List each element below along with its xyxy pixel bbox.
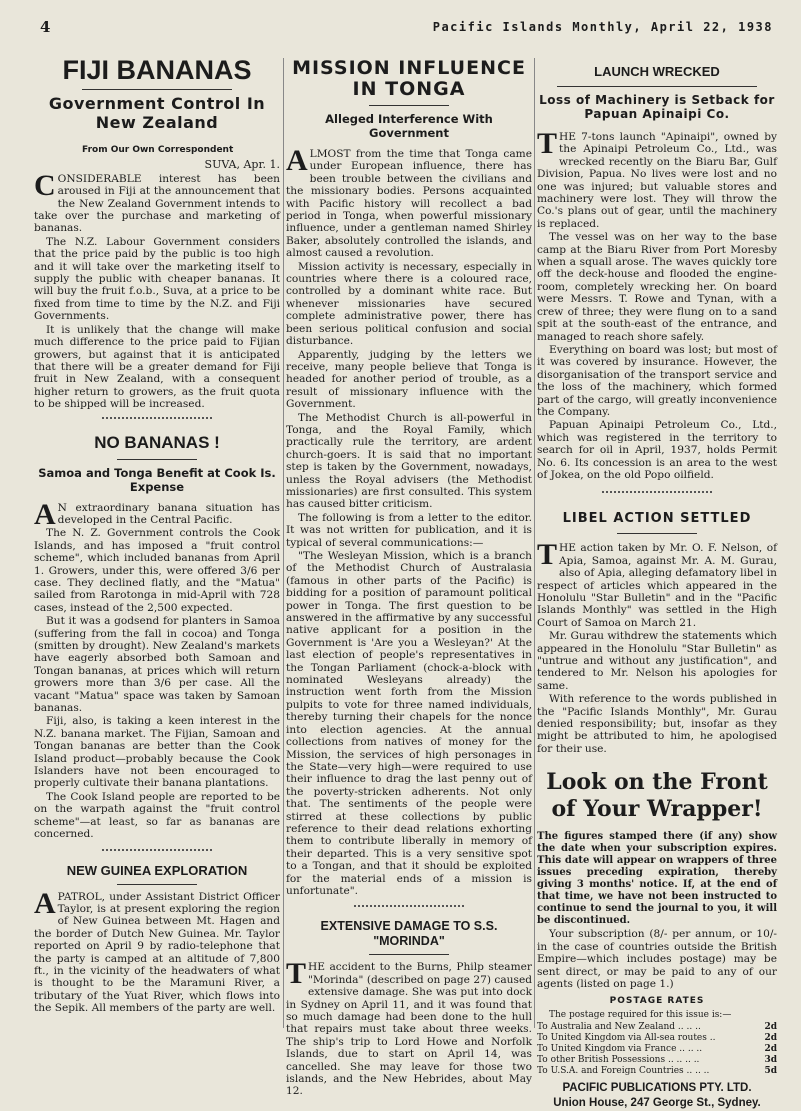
article-title: LAUNCH WRECKED bbox=[594, 64, 720, 79]
paragraph: Mr. Gurau withdrew the statements which appeared in the Honolulu "Star Bulletin" as "untrue and without any justification", and tendered to Mr. Nelson his apologies for same. bbox=[537, 630, 777, 692]
paragraph: HE 7-tons launch "Apinaipi", owned by the Apinaipi Petroleum Co., Ltd., was wrecked recently on the Biaru Bar, Gulf Division, Papua. No lives were lost and no one was injured; but valuable stores and machinery were lost. They will throw the Co.'s plans out of gear, until the machinery is replaced. bbox=[537, 131, 777, 230]
page-header bbox=[0, 18, 801, 40]
title-rule bbox=[557, 86, 757, 87]
notice-text: The figures stamped there (if any) show the date when your subscription expires. This date will appear on wrappers of three issues preceding expiration, thereby giving 3 months' notice. If, at the end of that time, we have not been instructed to continue to send the journal to you, it will be discontinued. bbox=[537, 831, 777, 927]
rate-label: To United Kingdom via All-sea routes .. bbox=[537, 1032, 716, 1043]
rates-table bbox=[537, 1022, 777, 1077]
subscription-text: Your subscription (8/- per annum, or 10/- in the case of countries outside the British Empire—which includes postage) may be sent direct, or may be paid to any of our agents (listed on page 1.) bbox=[537, 928, 777, 990]
article-title: FIJI BANANAS bbox=[62, 55, 252, 85]
paragraph: Everything on board was lost; but most of it was covered by insurance. However, the disorganisation of the transport service and the loss of the machinery, which formed part of the cargo, will greatly inconvenience the Company. bbox=[537, 343, 777, 418]
paragraph: Apparently, judging by the letters we receive, many people believe that Tonga is headed for another period of trouble, as a result of missionary influence with the Government. bbox=[286, 348, 532, 411]
rate-amount: 2d bbox=[764, 1032, 777, 1043]
column-divider bbox=[534, 58, 535, 1028]
title-rule bbox=[369, 954, 449, 955]
rate-label: To United Kingdom via France .. .. .. bbox=[537, 1043, 703, 1054]
column-1 bbox=[34, 50, 280, 1016]
paragraph: But it was a godsend for planters in Samoa (suffering from the fall in cocoa) and Tonga (smitten by drought). New Zealand's markets have eagerly absorbed both Samoan and Tongan bananas, at prices which will return growers more than 3/6 per case. All the vacant "Matua" space was taken by Samoan bananas. bbox=[34, 615, 280, 715]
paragraph: Fiji, also, is taking a keen interest in the N.Z. banana market. The Fijian, Samoan and Tongan bananas are better than the Cook Island product—probably because the Cook Islanders have not been encouraged to properly cultivate their banana plantations. bbox=[34, 715, 280, 790]
drop-cap: C bbox=[34, 168, 56, 202]
article-title: EXTENSIVE DAMAGE TO S.S. "MORINDA" bbox=[320, 919, 498, 949]
paragraph: Mission activity is necessary, especially in countries where there is a coloured race, controlled by a dominant white race. But whenever missionaries have secured complete administrative power, there has been serious political confusion and social disturbance. bbox=[286, 260, 532, 348]
drop-cap: A bbox=[34, 886, 56, 920]
rate-label: To Australia and New Zealand .. .. .. bbox=[537, 1021, 701, 1032]
publisher-name: PACIFIC PUBLICATIONS PTY. LTD. bbox=[562, 1081, 752, 1094]
paragraph: The vessel was on her way to the base camp at the Biaru River from Port Moresby when a squall arose. The waves quickly tore off the deck-house and flooded the engine-room, completely wrecking her. On board were Messrs. T. Rowe and Tynan, with a crew of three; they were flung on to a sand spit at the south-east of the entrance, and managed to reach shore safely. bbox=[537, 231, 777, 343]
rate-amount: 5d bbox=[764, 1065, 777, 1076]
rate-label: To U.S.A. and Foreign Countries .. .. .. bbox=[537, 1065, 710, 1076]
article-mission-influence bbox=[286, 58, 532, 907]
publisher-address: Union House, 247 George St., Sydney. bbox=[553, 1096, 761, 1109]
title-rule bbox=[617, 533, 697, 534]
drop-cap: T bbox=[286, 957, 307, 991]
article-subtitle: Government Control In New Zealand bbox=[48, 94, 266, 132]
paragraph: The N.Z. Labour Government considers that the price paid by the public is too high and it will take over the marketing itself to supply the public with cheaper bananas. It will buy the fruit f.o.b., Suva, at a price to be fixed from time to time by the N.Z. and Fiji Governments. bbox=[34, 235, 280, 323]
article-subtitle: Loss of Machinery is Setback for Papuan Apinaipi Co. bbox=[539, 93, 775, 121]
paragraph: It is unlikely that the change will make much difference to the price paid to Fijian growers, but against that it is anticipated that there will be a greater demand for Fiji fruit in New Zealand, with a consequent higher return to growers, as the fruit quota to be shipped will be increased. bbox=[34, 323, 280, 411]
drop-cap: A bbox=[34, 497, 56, 531]
paragraph: "The Wesleyan Mission, which is a branch of the Methodist Church of Australasia (famous in other parts of the Pacific) is bidding for a position of paramount political power in Tonga. The first question to be answered in the affirmative by any successful native applicant for a position in the Government is 'Are you a Wesleyan?' At the last election of people's representatives in the Tongan Parliament (chock-a-block with nominated Wesleyans already) the instruction went forth from the Mission pulpits to vote for three named individuals, thereby turning their chapels for the nonce into election agencies. At the annual collections from natives of money for the Mission, the services of high personages in the State—very high—were required to use their influence to drag the last penny out of the poverty-stricken adherents. Not only that. The sentiments of the people were stirred at these collections by public reference to their dead relations exhorting them to contribute liberally in memory of their departed. This is a very sensitive spot to a Tongan, and that it should be exploited for the material ends of a mission is unfortunate". bbox=[286, 550, 532, 897]
paragraph: Papuan Apinaipi Petroleum Co., Ltd., which was registered in the territory to search for oil in April, 1937, holds Permit No. 6. Its concession is an area to the west of Jokea, on the old Popo oilfield. bbox=[537, 419, 777, 481]
paragraph: LMOST from the time that Tonga came under European influence, there has been trouble between the civilians and the missionary bodies. Persons acquainted with Pacific history will recollect a bad period in Tonga, when powerful missionary influence, under a gentleman named Shirley Baker, absolutely controlled the islands, and almost caused a revolution. bbox=[286, 148, 532, 260]
article-morinda bbox=[286, 919, 532, 1097]
column-3 bbox=[537, 50, 777, 1111]
drop-cap: A bbox=[286, 144, 308, 177]
rate-amount: 2d bbox=[764, 1021, 777, 1032]
article-new-guinea bbox=[34, 863, 280, 1015]
rate-row bbox=[537, 1033, 777, 1044]
rate-row bbox=[537, 1055, 777, 1066]
rate-row bbox=[537, 1022, 777, 1033]
article-libel-action bbox=[537, 511, 777, 755]
paragraph: HE accident to the Burns, Philp steamer "Morinda" (described on page 27) caused extensive damage. She was put into dock in Sydney on April 11, and it was found that so much damage had been done to the hull that repairs must take about three weeks. The ship's trip to Lord Howe and Norfolk Islands, due to start on April 14, was cancelled. She may leave for those two islands, and the New Hebrides, about May 12. bbox=[286, 961, 532, 1098]
drop-cap: T bbox=[537, 538, 558, 572]
notice-title: Look on the Front of Your Wrapper! bbox=[546, 769, 768, 823]
title-rule bbox=[369, 105, 449, 106]
page-number: 4 bbox=[40, 18, 51, 36]
article-title: MISSION INFLUENCE IN TONGA bbox=[292, 57, 526, 100]
title-rule bbox=[117, 884, 197, 885]
title-rule bbox=[117, 459, 197, 460]
paragraph: PATROL, under Assistant District Officer Taylor, is at present exploring the region of New Guinea between Mt. Hagen and the border of Dutch New Guinea. Mr. Taylor reported on April 9 by radio-telephone that the party is camped at an altitude of 7,800 ft., in the vicinity of the headwaters of what is thought to be the Maramuni River, a tributary of the Yuat River, which flows into the Sepik. All members of the party are well. bbox=[34, 890, 280, 1015]
paragraph: ONSIDERABLE interest has been aroused in Fiji at the announcement that the New Zealand Government intends to take over the purchase and marketing of bananas. bbox=[34, 172, 280, 235]
paragraph: N extraordinary banana situation has developed in the Central Pacific. bbox=[57, 501, 280, 526]
rates-title: POSTAGE RATES bbox=[609, 996, 705, 1007]
divider bbox=[602, 491, 712, 493]
rate-row bbox=[537, 1044, 777, 1055]
paragraph: HE action taken by Mr. O. F. Nelson, of Apia, Samoa, against Mr. A. M. Gurau, also of Apia, alleging defamatory libel in respect of articles which appeared in the Honolulu "Star Bulletin" and in the "Pacific Islands Monthly" was settled in the High Court of Samoa on March 21. bbox=[537, 542, 777, 629]
divider bbox=[102, 849, 212, 851]
running-head: Pacific Islands Monthly, April 22, 1938 bbox=[432, 20, 773, 34]
divider bbox=[102, 417, 212, 419]
rates-intro: The postage required for this issue is:— bbox=[549, 1009, 732, 1020]
column-2 bbox=[286, 50, 532, 1099]
article-title: NO BANANAS ! bbox=[94, 432, 220, 452]
article-launch-wrecked bbox=[537, 64, 777, 493]
column-divider bbox=[283, 58, 284, 1028]
rate-amount: 3d bbox=[764, 1054, 777, 1065]
drop-cap: T bbox=[537, 127, 558, 160]
article-subtitle: Alleged Interference With Government bbox=[325, 112, 493, 140]
article-no-bananas bbox=[34, 433, 280, 851]
article-subtitle: Samoa and Tonga Benefit at Cook Is. Expense bbox=[38, 465, 276, 494]
byline: From Our Own Correspondent bbox=[82, 145, 234, 155]
article-title: LIBEL ACTION SETTLED bbox=[562, 511, 752, 527]
title-rule bbox=[82, 89, 232, 90]
rate-label: To other British Possessions .. .. .. .. bbox=[537, 1054, 700, 1065]
article-title: NEW GUINEA EXPLORATION bbox=[66, 862, 248, 878]
paragraph: The N. Z. Government controls the Cook Islands, and has imposed a "fruit control scheme", which included bananas from April 1. Growers, under this, were offered 3/6 per case. They declined flatly, and the "Matua" sailed from Rarotonga in mid-April with 728 cases, instead of the 2,500 expected. bbox=[34, 527, 280, 614]
publisher-block bbox=[537, 1081, 777, 1111]
rate-amount: 2d bbox=[764, 1043, 777, 1054]
paragraph: With reference to the words published in the "Pacific Islands Monthly", Mr. Gurau denied responsibility; but, insofar as they might be attributed to him, he apologised for their use. bbox=[537, 693, 777, 755]
paragraph: The following is from a letter to the editor. It was not written for publication, and it is typical of several communications:— bbox=[286, 511, 532, 549]
article-fiji-bananas bbox=[34, 54, 280, 419]
divider bbox=[354, 905, 464, 907]
wrapper-notice bbox=[537, 769, 777, 1110]
paragraph: The Cook Island people are reported to be on the warpath against the "fruit control scheme"—at least, so far as bananas are concerned. bbox=[34, 790, 280, 841]
paragraph: The Methodist Church is all-powerful in Tonga, and the Royal Family, which practically rule the territory, are ardent church-goers. It is said that no important step is taken by the Government, nowadays, unless the Royal advisers (the Methodist missionaries) are first consulted. This system has caused bitter criticism. bbox=[286, 411, 532, 511]
dateline: SUVA, Apr. 1. bbox=[204, 158, 280, 172]
rate-row bbox=[537, 1066, 777, 1077]
